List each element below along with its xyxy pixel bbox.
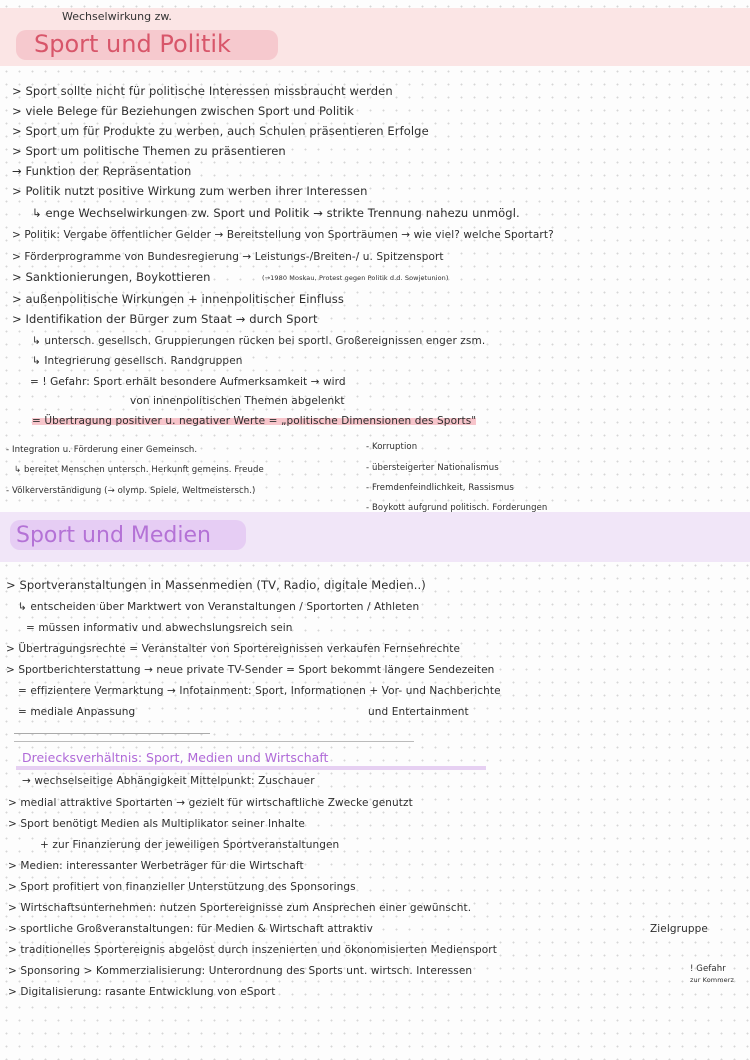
politik-line-12: > Identifikation der Bürger zum Staat → durch Sport (12, 312, 318, 326)
politik-line-13: ↳ untersch. gesellsch. Gruppierungen rücken bei sportl. Großereignissen enger zsm. (32, 335, 486, 347)
politik-line-9: > Förderprogramme von Bundesregierung → Leistungs-/Breiten-/ u. Spitzensport (12, 251, 444, 263)
politik-line-8: > Politik: Vergabe öffentlicher Gelder → Bereitstellung von Sporträumen → wie viel? welche Sportart? (12, 229, 554, 241)
politik-line-17 (32, 414, 476, 428)
dreieck-line-7: > Wirtschaftsunternehmen: nutzen Sportereignisse zum Ansprechen einer gewünscht. (8, 902, 472, 914)
negative-2: - übersteigerter Nationalismus (366, 463, 499, 473)
medien-line-7: = mediale Anpassung (18, 706, 136, 718)
medien-line-6: = effizientere Vermarktung → Infotainment: Sport, Informationen + Vor- und Nachberichte (18, 685, 501, 697)
gefahr-note: ! Gefahr (690, 964, 726, 974)
dreieck-line-10: > Sponsoring > Kommerzialisierung: Unterordnung des Sports unt. wirtsch. Interessen (8, 965, 473, 977)
dreieck-line-2: > medial attraktive Sportarten → gezielt für wirtschaftliche Zwecke genutzt (8, 797, 413, 809)
dreieck-line-9: > traditionelles Sportereignis abgelöst durch inszenierten und ökonomisierten Mediensport (8, 944, 497, 956)
politik-line-15: = ! Gefahr: Sport erhält besondere Aufmerksamkeit → wird (30, 376, 346, 388)
dreieck-line-3: > Sport benötigt Medien als Multiplikator seiner Inhalte (8, 818, 305, 830)
politik-line-2: > viele Belege für Beziehungen zwischen Sport und Politik (12, 104, 355, 118)
dreieck-title: Dreiecksverhältnis: Sport, Medien und Wirtschaft (22, 750, 329, 765)
politik-line-6: > Politik nutzt positive Wirkung zum werben ihrer Interessen (12, 184, 368, 198)
divider (14, 741, 414, 742)
politik-line-11: > außenpolitische Wirkungen + innenpolitischer Einfluss (12, 292, 344, 306)
medien-line-3: = müssen informativ und abwechslungsreich sein (26, 622, 293, 634)
dreieck-line-8: > sportliche Großveranstaltungen: für Medien & Wirtschaft attraktiv (8, 923, 373, 935)
positive-1: - Integration u. Förderung einer Gemeinsch. (6, 445, 198, 455)
negative-1: - Korruption (366, 442, 418, 452)
page-title: Sport und Politik (34, 30, 231, 58)
negative-3: - Fremdenfeindlichkeit, Rassismus (366, 483, 514, 493)
politik-line-14: ↳ Integrierung gesellsch. Randgruppen (32, 355, 243, 367)
negative-4: - Boykott aufgrund politisch. Forderungen (366, 503, 548, 513)
medien-line-2: ↳ entscheiden über Marktwert von Veranstaltungen / Sportorten / Athleten (18, 601, 420, 613)
werte-text: = Übertragung positiver u. negativer Werte = „politische Dimensionen des Sports" (32, 415, 477, 427)
dreieck-line-5: > Medien: interessanter Werbeträger für die Wirtschaft (8, 860, 304, 872)
medien-line-1: > Sportveranstaltungen in Massenmedien (TV, Radio, digitale Medien..) (6, 578, 426, 592)
politik-line-16: von innenpolitischen Themen abgelenkt (130, 395, 345, 407)
gefahr-sub: zur Kommerz (690, 976, 735, 984)
dreieck-line-4: + zur Finanzierung der jeweiligen Sportveranstaltungen (40, 839, 340, 851)
medien-title: Sport und Medien (16, 523, 211, 548)
politik-line-5: → Funktion der Repräsentation (12, 164, 192, 178)
politik-line-3: > Sport um für Produkte zu werben, auch Schulen präsentieren Erfolge (12, 124, 429, 138)
divider-short (14, 733, 210, 734)
dreieck-underline (16, 766, 486, 770)
medien-line-5: > Sportberichterstattung → neue private TV-Sender = Sport bekommt längere Sendezeiten (6, 664, 495, 676)
dreieck-line-11: > Digitalisierung: rasante Entwicklung von eSport (8, 986, 276, 998)
positive-3: - Völkerverständigung (→ olymp. Spiele, Weltmeistersch.) (6, 486, 256, 496)
medien-line-4: > Übertragungsrechte = Veranstalter von Sportereignissen verkaufen Fernsehrechte (6, 643, 461, 655)
politik-line-1: > Sport sollte nicht für politische Interessen missbraucht werden (12, 84, 393, 98)
positive-2: ↳ bereitet Menschen untersch. Herkunft gemeins. Freude (14, 465, 264, 475)
politik-line-7: ↳ enge Wechselwirkungen zw. Sport und Politik → strikte Trennung nahezu unmögl. (32, 206, 520, 220)
page-subtitle: Wechselwirkung zw. (62, 10, 172, 23)
medien-line-8: und Entertainment (368, 706, 469, 718)
zielgruppe: Zielgruppe (650, 923, 708, 935)
politik-line-4: > Sport um politische Themen zu präsentieren (12, 144, 286, 158)
boycott-note: (→1980 Moskau, Protest gegen Politik d.d. Sowjetunion) (262, 274, 449, 282)
dreieck-line-1: → wechselseitige Abhängigkeit Mittelpunkt: Zuschauer (22, 775, 315, 787)
politik-line-10: > Sanktionierungen, Boykottieren (12, 270, 211, 284)
dreieck-line-6: > Sport profitiert von finanzieller Unterstützung des Sponsorings (8, 881, 356, 893)
